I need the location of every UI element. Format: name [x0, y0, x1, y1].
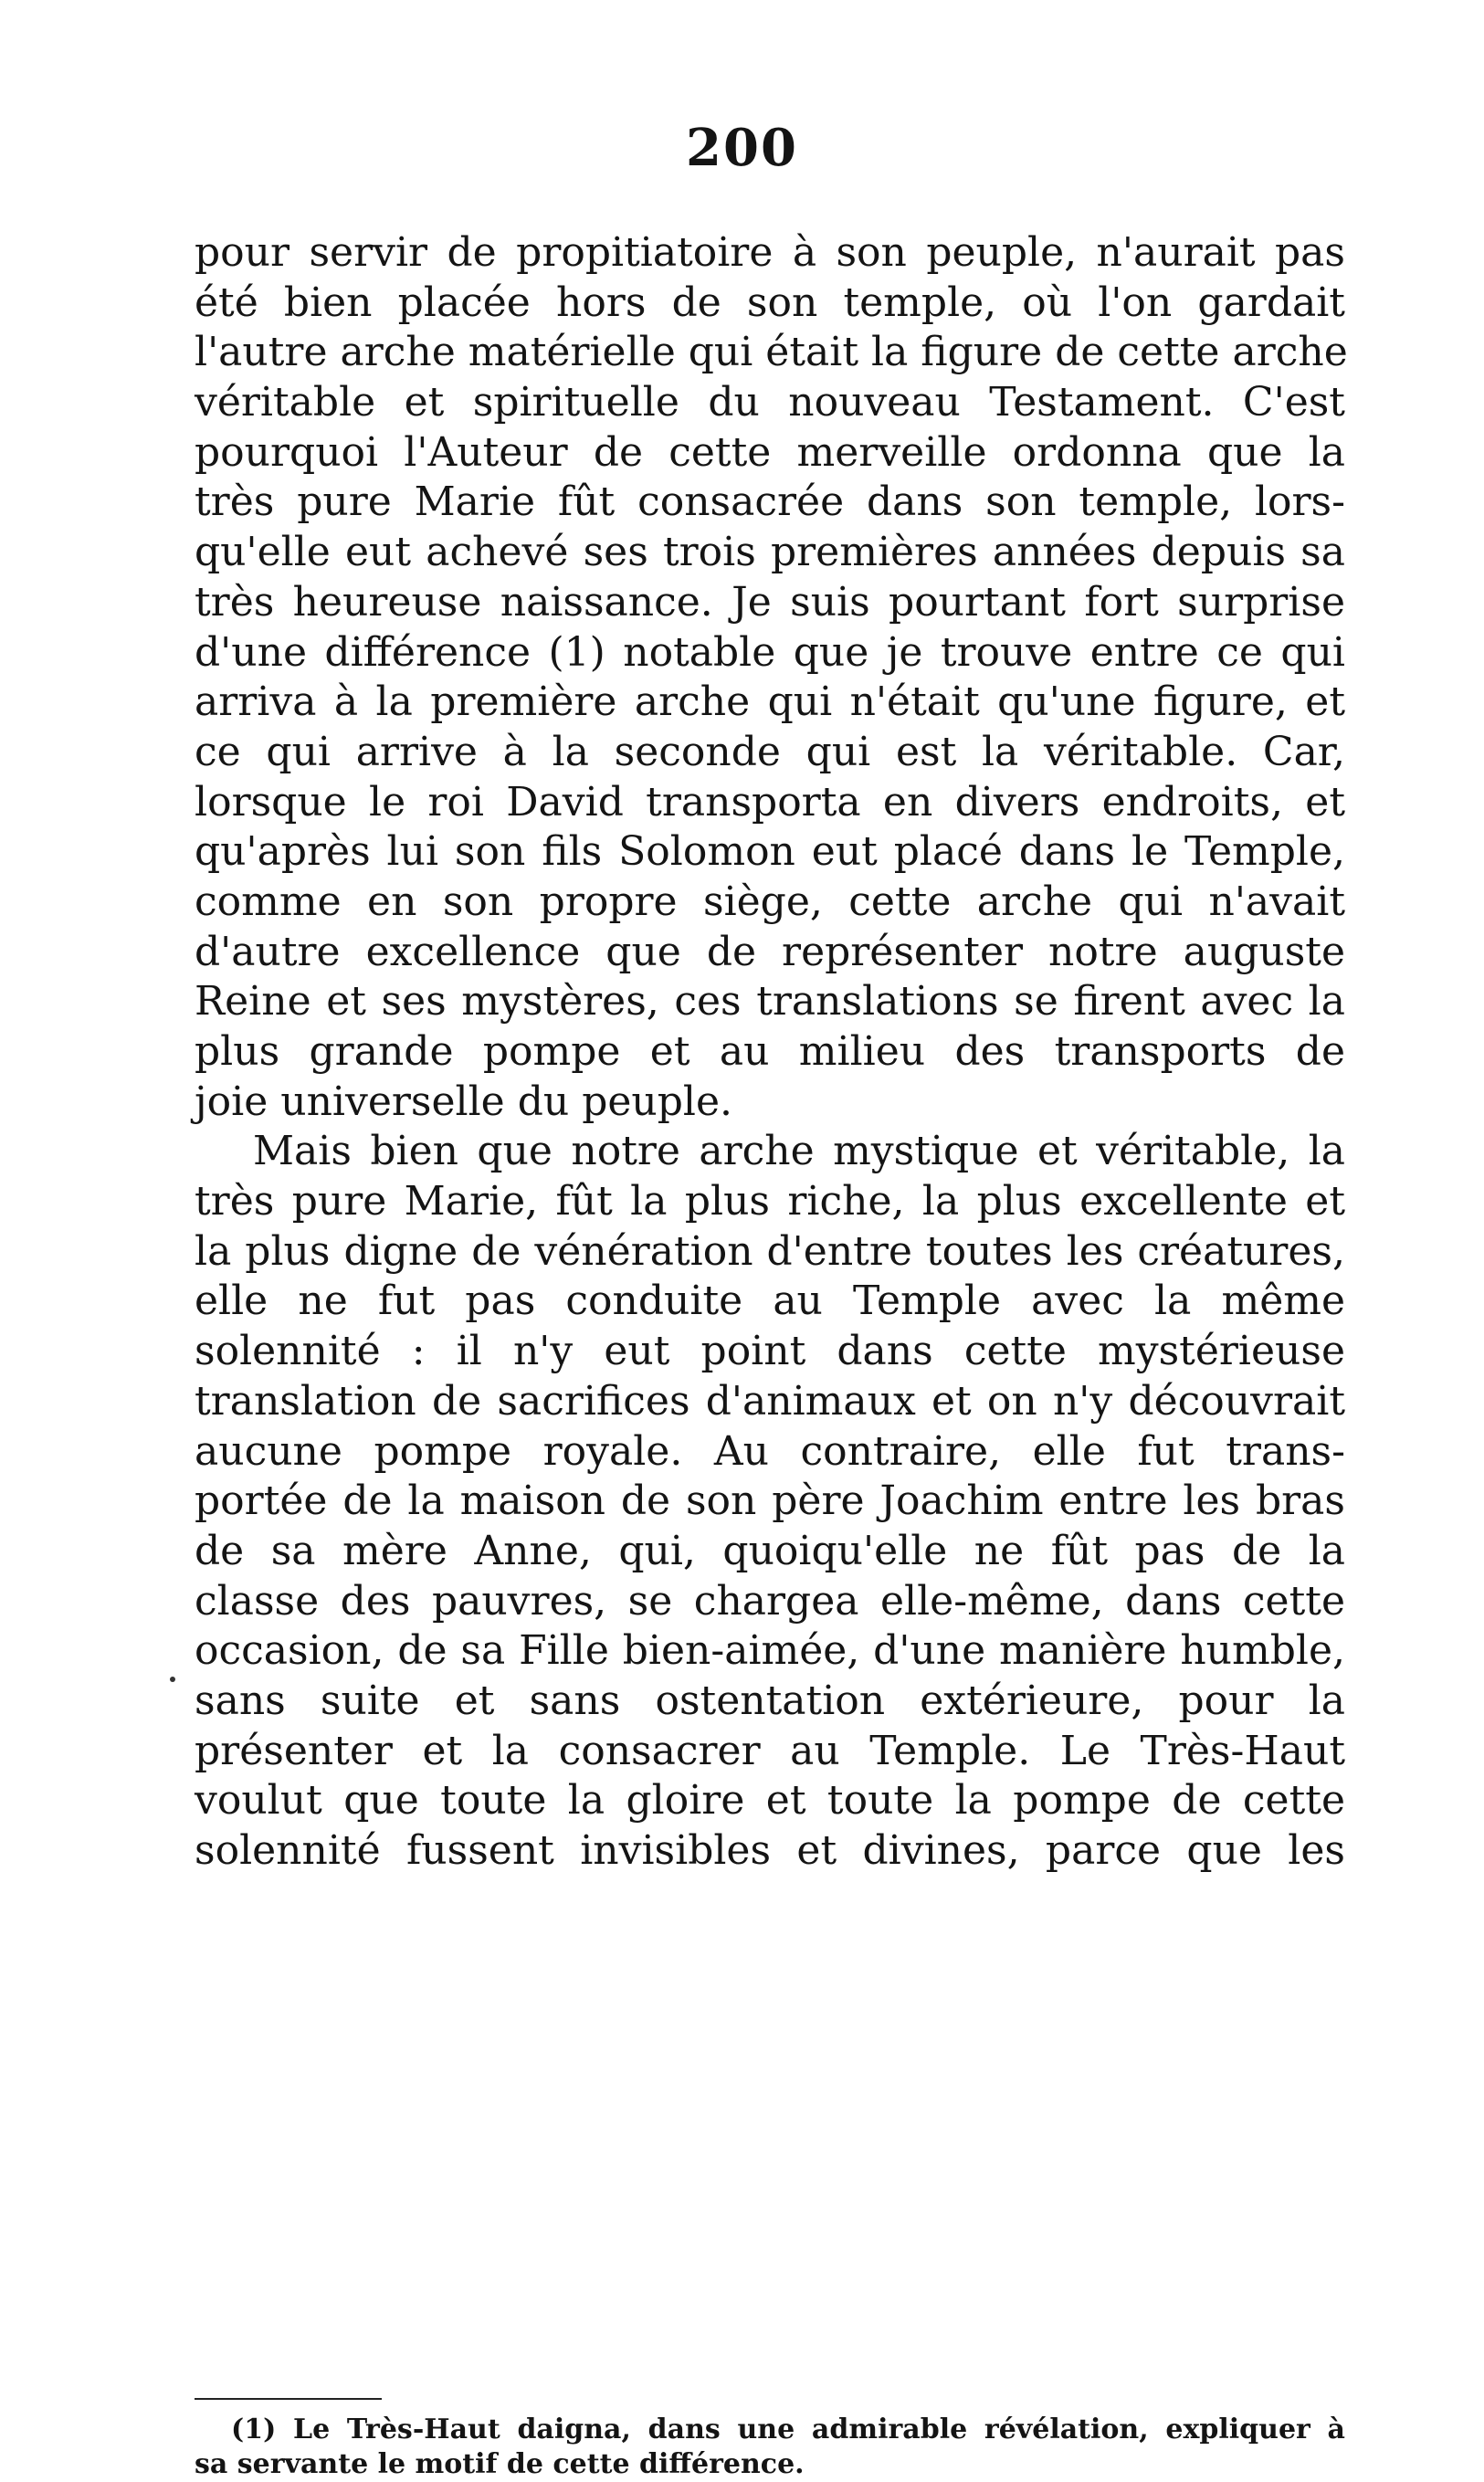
- text-line: solennité : il n'y eut point dans cette mystérieuse: [195, 1328, 1345, 1375]
- text-line: occasion, de sa Fille bien-aimée, d'une manière humble,: [195, 1627, 1345, 1675]
- footnote-line: (1) Le Très-Haut daigna, dans une admirable révélation, expliquer à: [231, 2414, 1345, 2445]
- text-line: qu'elle eut achevé ses trois premières années depuis sa: [195, 529, 1345, 576]
- text-line: l'autre arche matérielle qui était la figure de cette arche: [195, 329, 1348, 376]
- page-number: 200: [686, 118, 798, 178]
- text-line: la plus digne de vénération d'entre toutes les créatures,: [195, 1227, 1345, 1275]
- text-line: joie universelle du peuple.: [195, 1078, 732, 1125]
- text-line: pour servir de propitiatoire à son peuple, n'aurait pas: [195, 229, 1345, 276]
- footnote-rule: [195, 2398, 382, 2400]
- text-line: solennité fussent invisibles et divines, parce que les: [195, 1827, 1345, 1874]
- text-line: elle ne fut pas conduite au Temple avec la même: [195, 1278, 1345, 1325]
- text-line: classe des pauvres, se chargea elle-même, dans cette: [195, 1577, 1345, 1625]
- text-line: d'une différence (1) notable que je trouve entre ce qui: [195, 628, 1345, 676]
- footnote: [195, 2413, 1345, 2482]
- text-line: très heureuse naissance. Je suis pourtant fort surprise: [195, 578, 1345, 626]
- text-line: de sa mère Anne, qui, quoiqu'elle ne fût pas de la: [195, 1527, 1345, 1574]
- text-line: lorsque le roi David transporta en divers endroits, et: [195, 778, 1345, 826]
- text-line: très pure Marie, fût la plus riche, la plus excellente et: [195, 1178, 1345, 1225]
- text-line: aucune pompe royale. Au contraire, elle fut trans-: [195, 1427, 1345, 1475]
- footnote-line: sa servante le motif de cette différence.: [195, 2448, 805, 2480]
- body-text: [195, 228, 1348, 1877]
- text-line: Reine et ses mystères, ces translations se firent avec la: [195, 978, 1345, 1025]
- text-line: arriva à la première arche qui n'était qu'une figure, et: [195, 678, 1345, 726]
- text-line: translation de sacrifices d'animaux et on n'y découvrait: [195, 1377, 1345, 1425]
- text-line: comme en son propre siège, cette arche qui n'avait: [195, 878, 1345, 925]
- text-line: portée de la maison de son père Joachim entre les bras: [195, 1478, 1345, 1525]
- text-line: sans suite et sans ostentation extérieure, pour la: [195, 1677, 1345, 1724]
- text-line: Mais bien que notre arche mystique et véritable, la: [253, 1128, 1345, 1175]
- text-line: voulut que toute la gloire et toute la pompe de cette: [195, 1777, 1345, 1825]
- text-line: pourquoi l'Auteur de cette merveille ordonna que la: [195, 428, 1345, 476]
- text-line: été bien placée hors de son temple, où l'on gardait: [195, 279, 1345, 326]
- text-line: présenter et la consacrer au Temple. Le Très-Haut: [195, 1727, 1345, 1774]
- text-line: plus grande pompe et au milieu des transports de: [195, 1028, 1345, 1075]
- text-line: ce qui arrive à la seconde qui est la véritable. Car,: [195, 728, 1345, 775]
- text-line: très pure Marie fût consacrée dans son temple, lors-: [195, 479, 1345, 526]
- text-line: véritable et spirituelle du nouveau Testament. C'est: [195, 379, 1345, 426]
- text-line: qu'après lui son fils Solomon eut placé dans le Temple,: [195, 828, 1345, 876]
- margin-mark: [170, 1677, 175, 1682]
- text-line: d'autre excellence que de représenter notre auguste: [195, 928, 1345, 975]
